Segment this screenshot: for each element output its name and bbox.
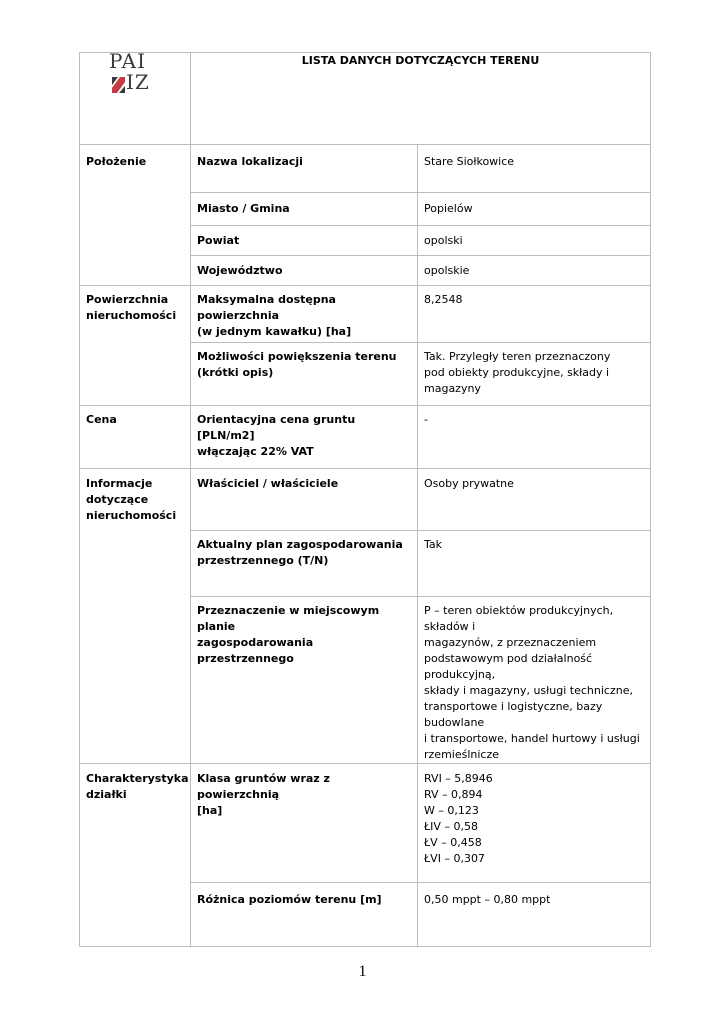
table-row <box>80 406 651 469</box>
field-value: opolskie <box>418 256 651 286</box>
table-row <box>80 469 651 531</box>
paiiz-logo: PAI IZ <box>109 49 150 94</box>
field-label: Miasto / Gmina <box>191 193 418 226</box>
logo-cell <box>80 49 191 145</box>
field-value: - <box>418 406 651 469</box>
logo-mark-icon <box>112 77 125 93</box>
field-label: Maksymalna dostępna powierzchnia (w jednym kawałku) [ha] <box>191 286 418 343</box>
field-value: Popielów <box>418 193 651 226</box>
table-row <box>80 286 651 343</box>
field-label: Możliwości powiększenia terenu (krótki opis) <box>191 343 418 406</box>
page-number: 1 <box>358 963 367 980</box>
document-title: LISTA DANYCH DOTYCZĄCYCH TERENU <box>191 53 651 145</box>
field-label: Aktualny plan zagospodarowania przestrzennego (T/N) <box>191 531 418 597</box>
table-row <box>80 764 651 883</box>
field-label: Orientacyjna cena gruntu [PLN/m2] włączając 22% VAT <box>191 406 418 469</box>
field-value: Stare Siołkowice <box>418 145 651 193</box>
field-value: RVI – 5,8946 RV – 0,894 W – 0,123 ŁIV – 0,58 ŁV – 0,458 ŁVI – 0,307 <box>418 764 651 883</box>
field-label: Różnica poziomów terenu [m] <box>191 883 418 947</box>
field-label: Przeznaczenie w miejscowym planie zagospodarowania przestrzennego <box>191 597 418 764</box>
field-value: Tak. Przyległy teren przeznaczony pod obiekty produkcyjne, składy i magazyny <box>418 343 651 406</box>
section-label-polozenie: Położenie <box>80 145 191 286</box>
field-value: 8,2548 <box>418 286 651 343</box>
section-label-powierzchnia: Powierzchnia nieruchomości <box>80 286 191 406</box>
field-label: Województwo <box>191 256 418 286</box>
field-value: Tak <box>418 531 651 597</box>
header-row <box>80 53 651 145</box>
table-row <box>80 145 651 193</box>
section-label-charakterystyka: Charakterystyka działki <box>80 764 191 947</box>
field-label: Powiat <box>191 226 418 256</box>
field-value: 0,50 mppt – 0,80 mppt <box>418 883 651 947</box>
field-label: Nazwa lokalizacji <box>191 145 418 193</box>
section-label-informacje: Informacje dotyczące nieruchomości <box>80 469 191 764</box>
field-value: Osoby prywatne <box>418 469 651 531</box>
field-value: opolski <box>418 226 651 256</box>
field-value: P – teren obiektów produkcyjnych, składów i magazynów, z przeznaczeniem podstawowym pod działalność produkcyjną, składy i magazyny, usługi techniczne, transportowe i logistyczne, bazy budowlane i transportowe, handel hurtowy i usługi rzemieślnicze <box>418 597 651 764</box>
site-data-table <box>79 49 651 947</box>
section-label-cena: Cena <box>80 406 191 469</box>
field-label: Klasa gruntów wraz z powierzchnią [ha] <box>191 764 418 883</box>
field-label: Właściciel / właściciele <box>191 469 418 531</box>
